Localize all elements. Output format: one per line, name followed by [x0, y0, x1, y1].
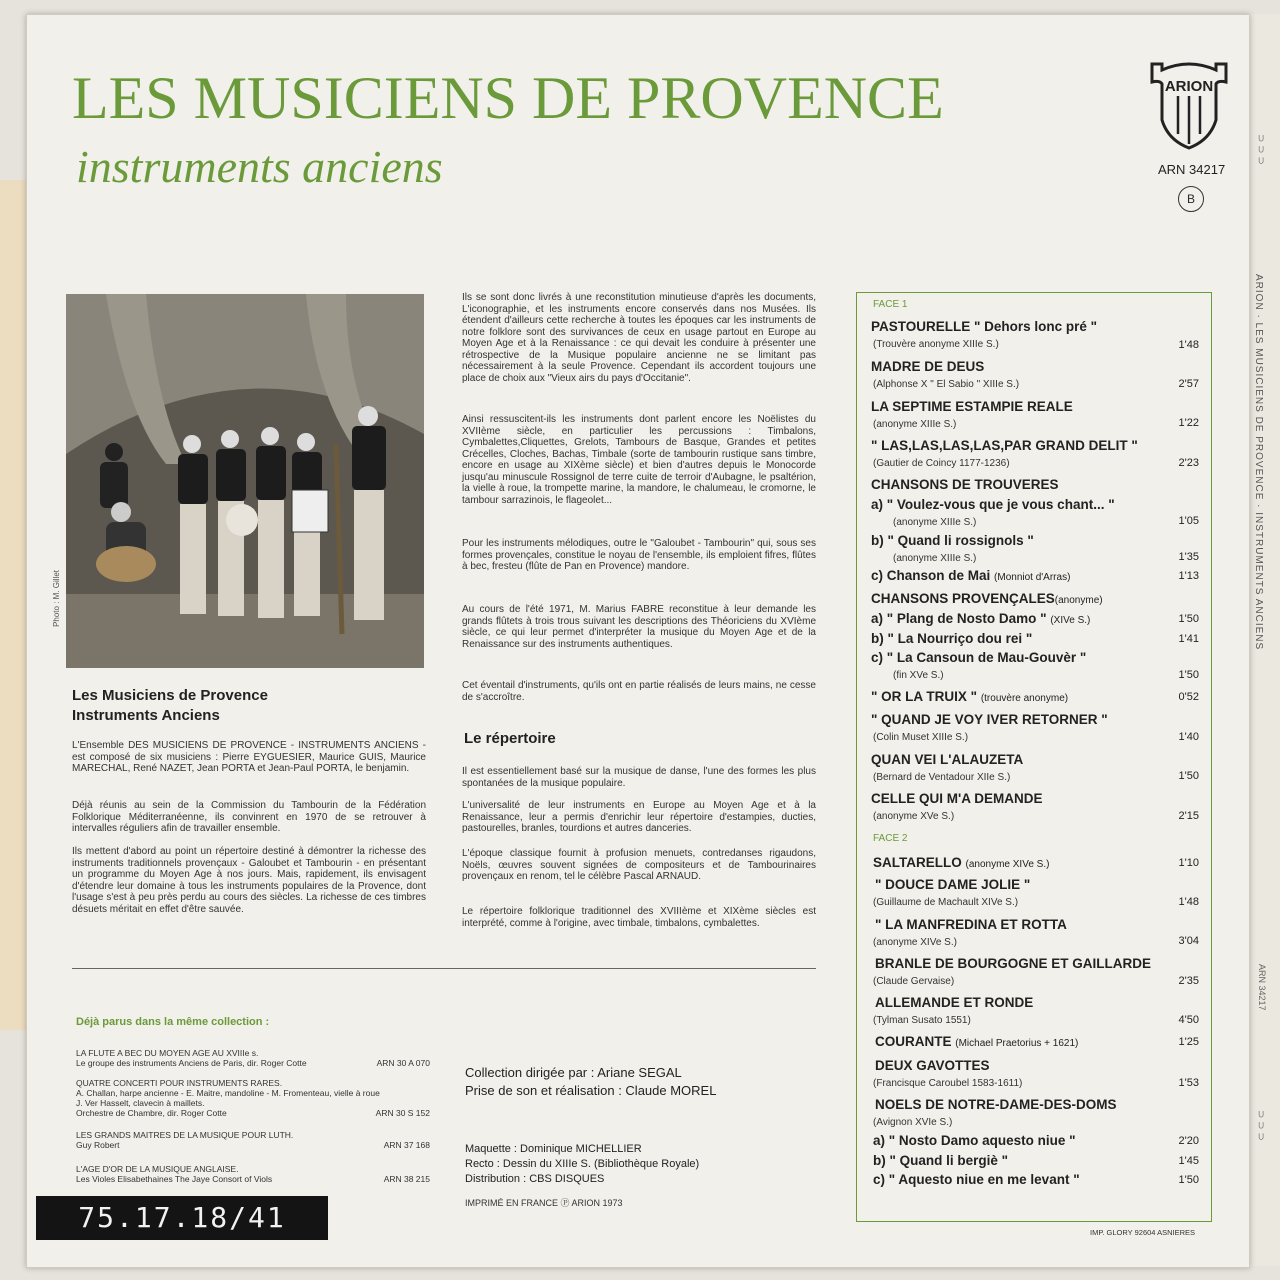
track-duration: 1'50 — [1178, 613, 1199, 625]
track-duration: 1'41 — [1178, 633, 1199, 645]
track-credit: (XIVe S.) — [1050, 615, 1091, 626]
middle-paragraph-2: Ainsi ressuscitent-ils les instruments dont parlent encore les Noëlistes du XVIIème siècle, en particulier les percussions : Timbalons, Cymbalettes,Cliquettes, Grelots, Tambours de Basque, Grandes et petites Crécelles, Cloches, Bachas, Timbale (sorte de tambourin rustique sans timbre, encore en usage au XIXème siècle) et bien d'autres depuis le Monocorde jusqu'au minuscule Rossignol de terre cuite de terroir d'Aubagne, le psaltérion, la vielle à roue, la trompette marine, la mandore, le chalumeau, le cromorne, le tambour sarrazinois, le flageolet... — [462, 414, 816, 506]
track-title-text: COURANTE — [875, 1034, 952, 1049]
b-mark: B — [1178, 186, 1204, 212]
track-title: NOELS DE NOTRE-DAME-DES-DOMS — [875, 1097, 1117, 1112]
track-duration: 3'04 — [1178, 935, 1199, 947]
track-credit: (Colin Muset XIIIe S.) — [873, 732, 969, 743]
track-title: DEUX GAVOTTES — [875, 1058, 990, 1073]
spine-mark-top: ⊃ ⊃ ⊃ — [1255, 134, 1266, 165]
track-title: b) " La Nourriço dou rei " — [871, 631, 1033, 646]
repertoire-paragraph-3: L'époque classique fournit à profusion menuets, contredanses rigaudons, Noëls, œuvres souvent signées de compositeurs et de Tambourinaires provençaux en renom, tel le célèbre Pascal ARNAUD. — [462, 848, 816, 882]
album-title: LES MUSICIENS DE PROVENCE — [72, 65, 944, 131]
track-title: " QUAND JE VOY IVER RETORNER " — [871, 712, 1108, 727]
track-credit: (Tylman Susato 1551) — [873, 1015, 971, 1026]
intro-paragraph-3: Ils mettent d'abord au point un répertoire destiné à démontrer la richesse des instruments traditionnels provençaux - Galoubet et Tambourin - en présentant un programme du Moyen Age à nos jours. Mais, rapidement, ils envisagent d'étendre leur domaine à tous les instruments populaires de la Provence, dont l'usage s'est à peu près perdu au cours des siècles. La richesse de ces timbres désuets méritait en effet d'être sauvée. — [72, 846, 426, 915]
track-title — [875, 1034, 1078, 1049]
track-credit: (Trouvère anonyme XIIIe S.) — [873, 339, 999, 350]
track-title — [871, 568, 1070, 583]
track-title: " LA MANFREDINA ET ROTTA — [875, 917, 1067, 932]
track-title — [871, 611, 1090, 626]
track-title-text: a) " Plang de Nosto Damo " — [871, 611, 1047, 626]
track-title: LA SEPTIME ESTAMPIE REALE — [871, 399, 1073, 414]
collection-item-catalog: ARN 37 168 — [383, 1140, 430, 1150]
track-duration: 2'57 — [1178, 378, 1199, 390]
track-duration: 1'53 — [1178, 1077, 1199, 1089]
photo-credit: Photo : M. Gillet — [52, 570, 61, 627]
collection-item-performers: Orchestre de Chambre, dir. Roger Cotte — [76, 1108, 227, 1118]
ensemble-photo — [66, 294, 424, 668]
track-title: b) " Quand li rossignols " — [871, 533, 1034, 548]
track-title-text: c) Chanson de Mai — [871, 568, 991, 583]
collection-item — [76, 1164, 430, 1184]
track-credit: (anonyme) — [1054, 595, 1103, 606]
arion-logo-icon — [1148, 60, 1230, 152]
collection-item-performers: Les Violes Elisabethaines The Jaye Consort of Viols — [76, 1174, 273, 1184]
archive-label: 75.17.18/41 — [36, 1196, 328, 1240]
track-credit: (anonyme XIIIe S.) — [873, 419, 957, 430]
track-title-text: " OR LA TRUIX " — [871, 689, 978, 704]
collection-item-performers: A. Challan, harpe ancienne - E. Maitre, mandoline - M. Fromenteau, vielle à roue — [76, 1088, 380, 1098]
divider-rule — [72, 968, 816, 969]
track-credit: (Bernard de Ventadour XIIe S.) — [873, 772, 1011, 783]
collection-item — [76, 1048, 430, 1068]
track-title: a) " Nosto Damo aquesto niue " — [873, 1133, 1076, 1148]
track-duration: 1'50 — [1178, 770, 1199, 782]
spine-number: ARN 34217 — [1257, 964, 1267, 1011]
face-1-label: FACE 1 — [873, 299, 908, 310]
track-duration: 2'35 — [1178, 975, 1199, 987]
track-credit: (fin XVe S.) — [893, 670, 944, 681]
middle-paragraph-3: Pour les instruments mélodiques, outre le "Galoubet - Tambourin" qui, sous ses formes provençales, constitue le noyau de l'ensemble, ils emploient fifres, flûtes à bec, fresteu (flûte de Pan en Provence) mandore. — [462, 538, 816, 572]
intro-paragraph-1: L'Ensemble DES MUSICIENS DE PROVENCE - INSTRUMENTS ANCIENS - est composé de six musiciens : Pierre EYGUESIER, Maurice GUIS, Maurice MARECHAL, René NAZET, Jean PORTA et Jean-Paul PORTA, le benjamin. — [72, 740, 426, 774]
track-title — [871, 689, 1068, 704]
track-credit: (anonyme XVe S.) — [873, 811, 955, 822]
repertoire-heading: Le répertoire — [464, 730, 556, 747]
intro-paragraph-2: Déjà réunis au sein de la Commission du Tambourin de la Fédération Folklorique Méditerranéenne, ils convinrent en 1970 de se retrouver à intervalles réguliers afin de travailler ensemble. — [72, 800, 426, 834]
track-credit: (Michael Praetorius + 1621) — [955, 1038, 1079, 1049]
printed-notice: IMPRIMÉ EN FRANCE Ⓟ ARION 1973 — [465, 1198, 623, 1208]
track-duration: 1'50 — [1178, 669, 1199, 681]
track-credit: (Guillaume de Machault XIVe S.) — [873, 897, 1019, 908]
collection-item — [76, 1130, 430, 1150]
collection-item-title: LES GRANDS MAITRES DE LA MUSIQUE POUR LUTH. — [76, 1130, 294, 1140]
track-credit: (anonyme XIVe S.) — [965, 859, 1050, 870]
face-2-label: FACE 2 — [873, 833, 908, 844]
track-credit: (Francisque Caroubel 1583-1611) — [873, 1078, 1023, 1089]
track-duration: 2'15 — [1178, 810, 1199, 822]
track-credit: (Gautier de Coincy 1177-1236) — [873, 458, 1010, 469]
collection-item-title: LA FLUTE A BEC DU MOYEN AGE AU XVIIIe s. — [76, 1048, 259, 1058]
middle-paragraph-1: Ils se sont donc livrés à une reconstitution minutieuse d'après les documents, L'iconographie, et les instruments encore conservés dans nos Musées. Ils étendent d'ailleurs cette recherche à toutes les époques car les instruments de notre folklore sont des survivances de ceux en usage partout en Europe au Moyen Age et à la Renaissance : ce qui devait les conduire à présenter une rétrospective de la Musique populaire ancienne ne se limitant pas nécessairement à la seule Provence. Cependant ils accordent toujours une place de choix aux "Vieux airs du pays d'Occitanie". — [462, 292, 816, 384]
repertoire-paragraph-1: Il est essentiellement basé sur la musique de danse, l'une des formes les plus spontanées de la musique populaire. — [462, 766, 816, 789]
track-title — [873, 855, 1049, 870]
spine — [1249, 14, 1280, 1266]
repertoire-paragraph-4: Le répertoire folklorique traditionnel des XVIIIème et XIXème siècles est interprété, comme à l'origine, avec timbale, timbalons, cymbalettes. — [462, 906, 816, 929]
track-title: CHANSONS DE TROUVERES — [871, 477, 1059, 492]
intro-heading — [72, 686, 268, 726]
collection-item-catalog: ARN 30 A 070 — [376, 1058, 430, 1068]
track-duration: 1'10 — [1178, 857, 1199, 869]
credit-recording: Prise de son et réalisation : Claude MOREL — [465, 1083, 717, 1098]
track-duration: 1'13 — [1178, 570, 1199, 582]
logo-text: ARION — [1164, 78, 1214, 95]
track-credit: (Monniot d'Arras) — [994, 572, 1071, 583]
track-title: PASTOURELLE " Dehors lonc pré " — [871, 319, 1098, 334]
collection-item-catalog: ARN 38 215 — [383, 1174, 430, 1184]
track-title — [871, 591, 1103, 606]
album-subtitle: instruments anciens — [76, 141, 443, 192]
credit-collection: Collection dirigée par : Ariane SEGAL — [465, 1065, 682, 1080]
design-credits — [465, 1142, 699, 1187]
collection-heading: Déjà parus dans la même collection : — [76, 1016, 270, 1028]
track-credit: (Alphonse X " El Sabio " XIIIe S.) — [873, 379, 1020, 390]
track-duration: 0'52 — [1178, 691, 1199, 703]
track-duration: 1'48 — [1178, 896, 1199, 908]
track-credit: (anonyme XIVe S.) — [873, 937, 957, 948]
track-credit: (anonyme XIIIe S.) — [893, 553, 977, 564]
track-duration: 2'20 — [1178, 1135, 1199, 1147]
middle-paragraph-4: Au cours de l'été 1971, M. Marius FABRE reconstitue à leur demande les grands flûtets à trois trous suivant les descriptions des Théoriciens du XVIème siècle, ce qui leur permet d'interpréter la musique du Moyen Age et de la Renaissance sur des instruments authentiques. — [462, 604, 816, 650]
track-duration: 1'50 — [1178, 1174, 1199, 1186]
track-duration: 1'25 — [1178, 1036, 1199, 1048]
collection-item-catalog: ARN 30 S 152 — [375, 1108, 430, 1118]
track-duration: 1'05 — [1178, 515, 1199, 527]
track-title: BRANLE DE BOURGOGNE ET GAILLARDE — [875, 956, 1152, 971]
collection-item-performers: Guy Robert — [76, 1140, 120, 1150]
track-title-text: SALTARELLO — [873, 855, 962, 870]
track-credit: (Claude Gervaise) — [873, 976, 955, 987]
printer-imprint: IMP. GLORY 92604 ASNIERES — [1090, 1228, 1196, 1237]
collection-item-performers: J. Ver Hasselt, clavecin à maillets. — [76, 1098, 205, 1108]
middle-paragraph-5: Cet éventail d'instruments, qu'ils ont en partie réalisés de leurs mains, ne cesse de s'accroître. — [462, 680, 816, 703]
tracklist-box — [856, 292, 1212, 1222]
track-title: ALLEMANDE ET RONDE — [875, 995, 1034, 1010]
collection-item-performers: Le groupe des instruments Anciens de Paris, dir. Roger Cotte — [76, 1058, 307, 1068]
track-title: MADRE DE DEUS — [871, 359, 985, 374]
spine-mark-bottom: ⊃ ⊃ ⊃ — [1255, 1110, 1266, 1141]
track-duration: 1'40 — [1178, 731, 1199, 743]
track-title: c) " La Cansoun de Mau-Gouvèr " — [871, 650, 1087, 665]
track-title: " DOUCE DAME JOLIE " — [875, 877, 1031, 892]
track-duration: 1'22 — [1178, 417, 1199, 429]
track-duration: 2'23 — [1178, 457, 1199, 469]
track-credit: (trouvère anonyme) — [980, 693, 1069, 704]
spine-text: ARION · LES MUSICIENS DE PROVENCE · INSTRUMENTS ANCIENS — [1253, 274, 1264, 651]
credit-distribution: Distribution : CBS DISQUES — [465, 1173, 605, 1185]
intro-heading-line1: Les Musiciens de Provence — [72, 687, 268, 704]
collection-item-title: QUATRE CONCERTI POUR INSTRUMENTS RARES. — [76, 1078, 283, 1088]
track-title: b) " Quand li bergiè " — [873, 1153, 1009, 1168]
track-title-text: CHANSONS PROVENÇALES — [871, 591, 1055, 606]
track-credit: (Avignon XVIe S.) — [873, 1117, 953, 1128]
collection-item-title: L'AGE D'OR DE LA MUSIQUE ANGLAISE. — [76, 1164, 239, 1174]
track-duration: 1'45 — [1178, 1155, 1199, 1167]
credit-recto: Recto : Dessin du XIIIe S. (Bibliothèque Royale) — [465, 1158, 700, 1170]
collection-item — [76, 1078, 430, 1118]
catalog-number: ARN 34217 — [1158, 162, 1226, 177]
track-title: CELLE QUI M'A DEMANDE — [871, 791, 1043, 806]
intro-heading-line2: Instruments Anciens — [72, 707, 220, 724]
credit-maquette: Maquette : Dominique MICHELLIER — [465, 1143, 642, 1155]
inner-sleeve-edge — [0, 180, 27, 1030]
track-duration: 4'50 — [1178, 1014, 1199, 1026]
track-title: c) " Aquesto niue en me levant " — [873, 1172, 1080, 1187]
track-credit: (anonyme XIIIe S.) — [893, 517, 977, 528]
production-credits — [465, 1064, 716, 1100]
track-duration: 1'35 — [1178, 551, 1199, 563]
track-title: " LAS,LAS,LAS,LAS,PAR GRAND DELIT " — [871, 438, 1138, 453]
repertoire-paragraph-2: L'universalité de leur instruments en Europe au Moyen Age et à la Renaissance, leur a permis d'enrichir leur répertoire d'estampies, ducties, pastourelles, branles, tourdions et autres danceries. — [462, 800, 816, 834]
track-duration: 1'48 — [1178, 339, 1199, 351]
track-title: QUAN VEI L'ALAUZETA — [871, 752, 1024, 767]
track-title: a) " Voulez-vous que je vous chant... " — [871, 497, 1115, 512]
